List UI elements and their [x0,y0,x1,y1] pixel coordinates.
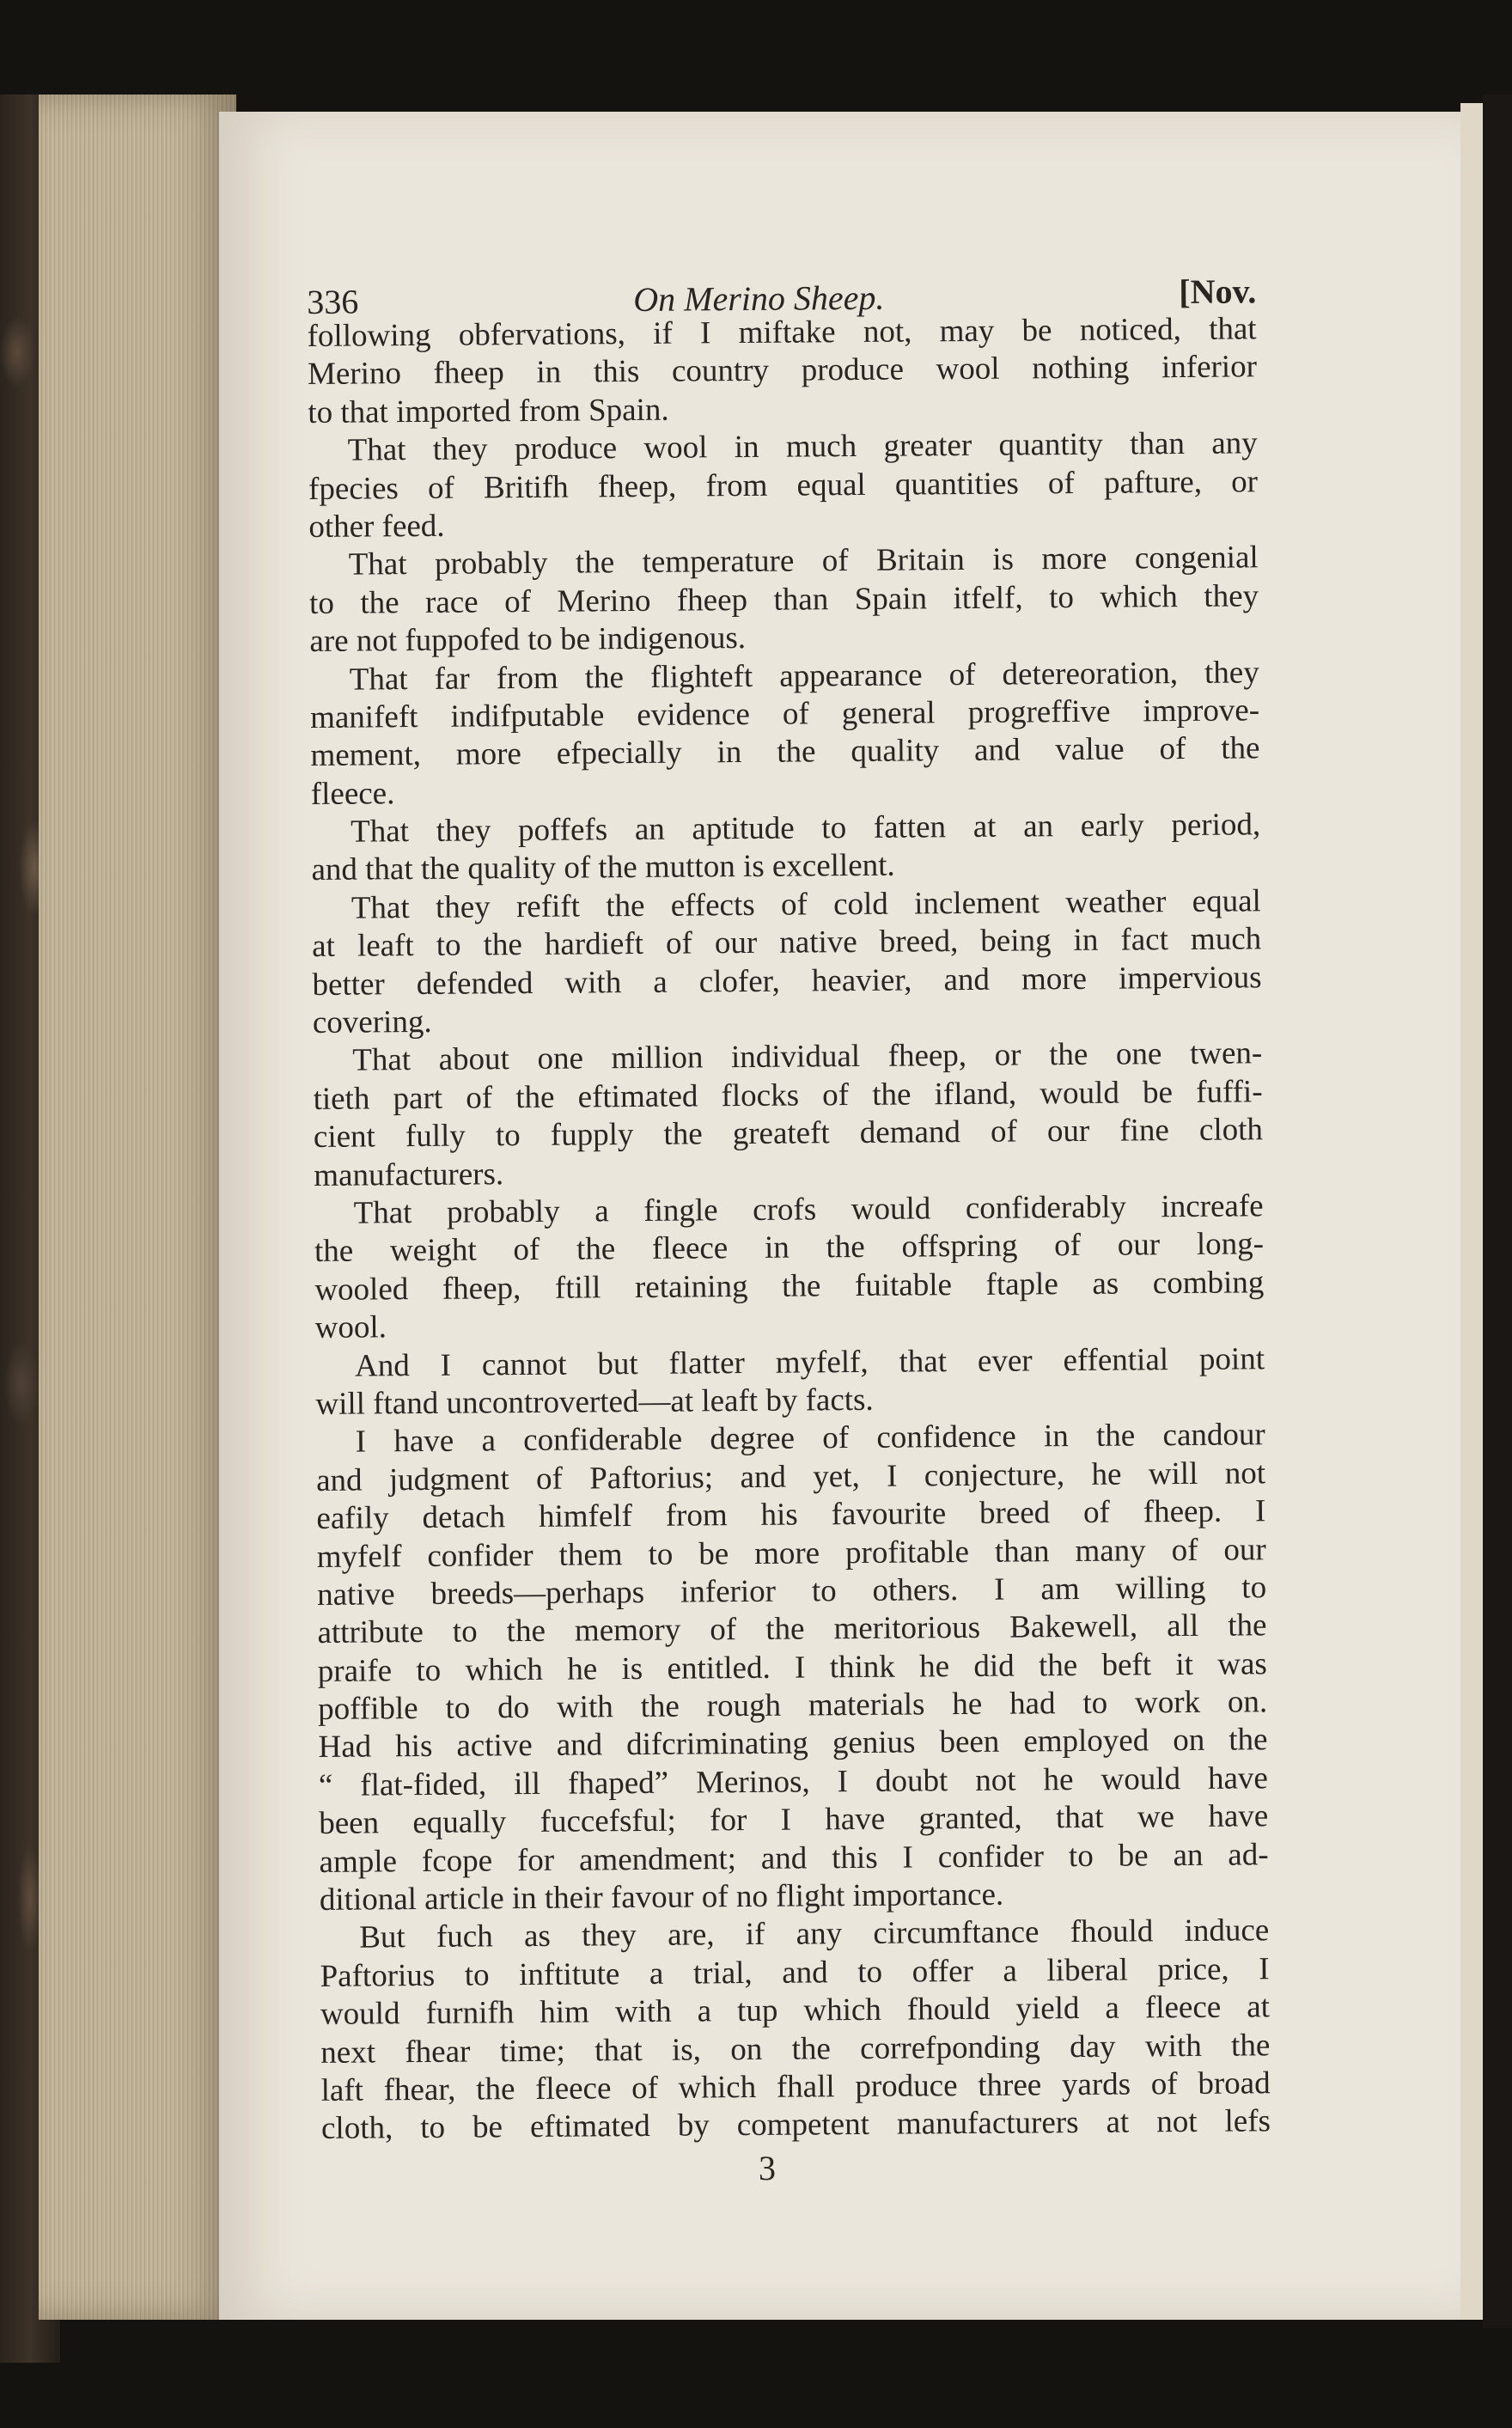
text-line: That they produce wool in much greater quantity than any [347,425,1258,468]
text-line: covering. [312,1004,432,1041]
text-line: I have a confiderable degree of confidence in the candour [355,1417,1265,1460]
body-text [307,310,1271,2148]
text-line: tieth part of the eftimated flocks of the ifland, would be fuffi- [313,1074,1263,1117]
text-line: will ftand uncontroverted—at leaft by facts. [315,1382,874,1422]
running-title: On Merino Sheep. [633,278,885,320]
text-line: ample fcope for amendment; and this I confider to be an ad- [319,1836,1269,1880]
text-line: better defended with a clofer, heavier, and more impervious [312,959,1262,1003]
text-line: the weight of the fleece in the offspring of our long- [314,1226,1265,1270]
text-line: praife to which he is entitled. I think he did the beft it was [317,1645,1267,1689]
running-header [307,259,1257,321]
text-line: That they poffefs an aptitude to fatten at an early period, [351,807,1261,850]
text-line: attribute to the memory of the meritorious Bakewell, all the [317,1607,1267,1651]
text-line: at leaft to the hardieft of our native breed, being in fact much [312,921,1262,965]
text-line: laft fhear, the fleece of which fhall produce three yards of broad [320,2065,1271,2108]
text-line: cient fully to fupply the greateft demand of our fine cloth [313,1112,1264,1156]
text-line: to that imported from Spain. [308,392,669,430]
text-line: “ flat-fided, ill fhaped” Merinos, I doubt not he would have [318,1760,1269,1803]
text-line: following obfervations, if I miftake not, may be noticed, that [307,311,1257,354]
text-line: myfelf confider them to be more profitable than many of our [316,1531,1266,1575]
background-edge [1483,95,1512,2328]
text-line: would furnifh him with a tup which fhould yield a fleece at [320,1989,1271,2033]
page-edges [39,95,236,2320]
page-text [307,259,1271,2148]
header-date: [Nov. [1179,271,1257,312]
text-line: other feed. [308,508,445,545]
text-line: to the race of Merino fheep than Spain itfelf, to which they [308,578,1259,621]
page-number: 336 [307,282,359,321]
text-line: And I cannot but flatter myfelf, that ever effential point [354,1340,1265,1384]
text-line: next fhear time; that is, on the correfponding day with the [320,2027,1271,2071]
text-line: Merino fheep in this country produce wool nothing inferior [307,349,1258,393]
text-line: manifeft indifputable evidence of general progreffive improve- [309,692,1260,735]
text-line: been equally fuccefsful; for I have granted, that we have [319,1798,1269,1842]
signature-mark: 3 [759,2149,776,2187]
text-line: fleece. [310,775,395,812]
text-line: native breeds—perhaps inferior to others. I am willing to [316,1570,1267,1613]
text-line: fpecies of Britifh fheep, from equal quantities of pafture, or [308,463,1259,507]
text-line: ditional article in their favour of no flight importance. [319,1876,1004,1918]
text-line: manufacturers. [314,1156,504,1193]
text-line: But fuch as they are, if any circumftance fhould induce [359,1913,1270,1955]
text-line: wooled fheep, ftill retaining the fuitable ftaple as combing [314,1265,1265,1308]
text-line: mement, more efpecially in the quality and value of the [310,730,1260,774]
text-line: and judgment of Paftorius; and yet, I conjecture, he will not [315,1455,1266,1498]
text-line: That probably a fingle crofs would confiderably increafe [353,1188,1264,1231]
text-line: poffible to do with the rough materials he had to work on. [318,1684,1268,1728]
text-line: That far from the flighteft appearance of detereoration, they [349,654,1259,698]
text-line: are not fuppofed to be indigenous. [309,620,747,660]
text-line: That about one million individual fheep, or the one twen- [352,1035,1263,1079]
text-line: That probably the temperature of Britain is more congenial [348,540,1259,583]
text-line: wool. [314,1309,387,1346]
text-line: cloth, to be eftimated by competent manufacturers at not lefs [320,2103,1271,2147]
text-line: Paftorius to inftitute a trial, and to offer a liberal price, I [320,1951,1270,1994]
text-line: and that the quality of the mutton is excellent. [311,848,895,888]
text-line: eafily detach himfelf from his favourite breed of fheep. I [316,1493,1266,1537]
text-line: Had his active and difcriminating genius been employed on the [318,1722,1268,1766]
text-line: That they refift the effects of cold inclement weather equal [351,883,1261,926]
